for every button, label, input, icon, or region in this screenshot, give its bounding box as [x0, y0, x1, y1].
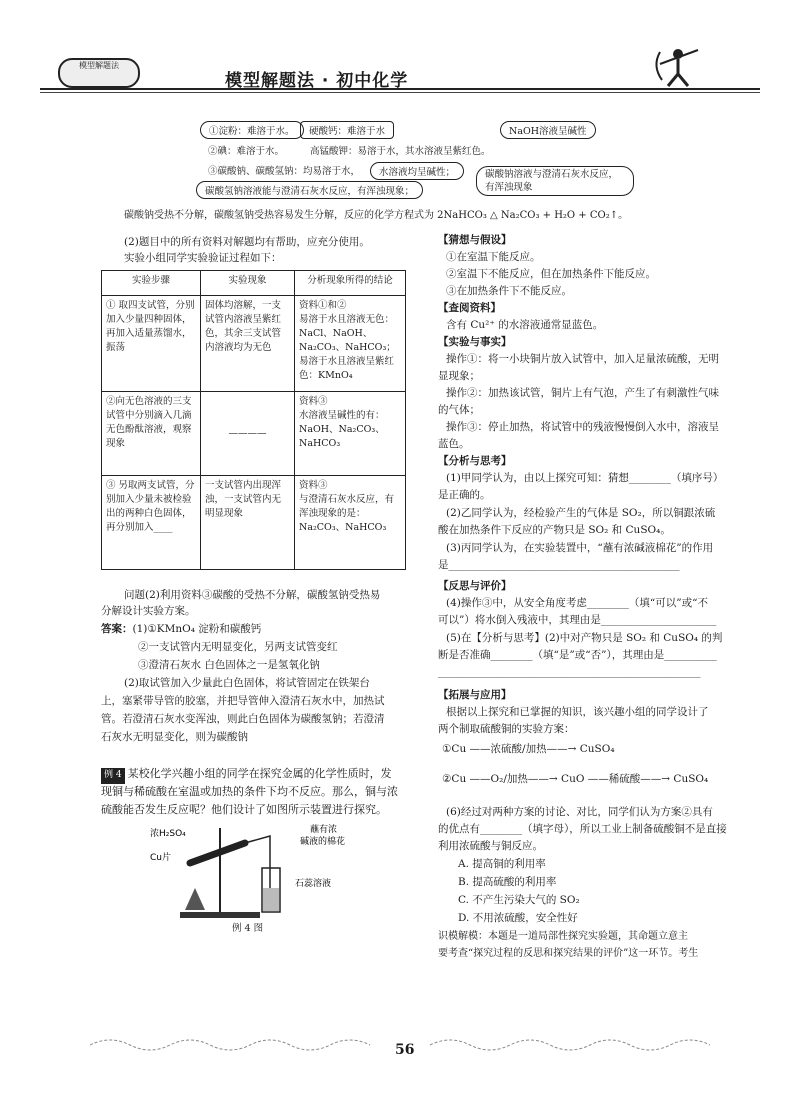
hypothesis-1: ①在室温下能反应。: [446, 251, 541, 263]
question-6-b: 的优点有________（填字母），所以工业上制备硫酸铜不是直接: [438, 823, 727, 835]
extension-2: 两个制取硫酸铜的实验方案：: [438, 723, 575, 735]
table-cell: ②向无色溶液的三支试管中分别滴入几滴无色酚酞溶液，观察现象: [102, 392, 201, 476]
commentary-1: 识模解模：本题是一道局部性探究实验题，其命题立意主: [438, 931, 688, 942]
question-3-a: (3)丙同学认为，在实验装置中，“蘸有浓碱液棉花”的作用: [446, 542, 714, 554]
equation-line: 碳酸钠受热不分解，碳酸氢钠受热容易发生分解，反应的化学方程式为 2NaHCO₃ △ Na₂CO₃ + H₂O + CO₂↑。: [124, 210, 629, 221]
table-header-row: [102, 271, 406, 296]
question-3-b: 是____________________________________________: [438, 559, 680, 571]
label-conc-h2so4: 浓H₂SO₄: [150, 829, 186, 839]
archer-icon: [648, 44, 708, 88]
answer-label: 答案：: [101, 623, 133, 635]
example-tag: 例 4: [101, 768, 125, 784]
table-cell: 固体均溶解，一支试管内溶液呈紫红色，其余三支试管内溶液均为无色: [201, 296, 295, 392]
answer-line-6: 管。若澄清石灰水变浑浊，则此白色固体为碳酸氢钠；若澄清: [101, 713, 385, 725]
note-bubble-carbonates: ③碳酸钠、碳酸氢钠：均易溶于水，: [208, 166, 361, 177]
extension-1: 根据以上探究和已掌握的知识，该兴趣小组的同学设计了: [446, 706, 709, 718]
page-number: 56: [395, 1042, 415, 1058]
table-cell: 一支试管内出现浑浊，一支试管内无明显现象: [201, 476, 295, 570]
answer-line-4: (2)取试管加入少量此白色固体，将试管固定在铁架台: [124, 677, 370, 689]
scheme-2: ②Cu ——O₂/加热——→ CuO ——稀硫酸——→ CuSO₄: [442, 773, 709, 785]
question-2-intro: 实验小组同学实验验证过程如下：: [124, 252, 282, 264]
section-hypothesis: 【猜想与假设】: [438, 234, 512, 246]
note-bubble-naoh: NaOH溶液呈碱性: [500, 121, 596, 139]
question-6-a: (6)经过对两种方案的讨论、对比，同学们认为方案②具有: [446, 806, 713, 818]
label-cotton-2: 碱液的棉花: [300, 837, 346, 847]
section-references: 【查阅资料】: [438, 302, 501, 314]
reference-1: 含有 Cu²⁺ 的水溶液通常显蓝色。: [446, 319, 604, 331]
answer-line-7: 石灰水无明显变化，则为碳酸钠: [101, 731, 248, 743]
note-bubble-kmno4: 高锰酸钾：易溶于水，其水溶液呈紫红色。: [310, 146, 491, 157]
question-1-a: (1)甲同学认为，由以上探究可知：猜想________（填序号）: [446, 472, 724, 484]
commentary-2: 要考查“探究过程的反思和探究结果的评价”这一环节。考生: [438, 948, 699, 959]
example-line-1: 某校化学兴趣小组的同学在探究金属的化学性质时，发: [127, 767, 392, 780]
operation-2-b: 的气体；: [438, 404, 480, 416]
analysis-line-1: 问题(2)利用资料③碳酸的受热不分解，碳酸氢钠受热易: [124, 589, 381, 601]
hypothesis-2: ②室温下不能反应，但在加热条件下能反应。: [446, 268, 656, 280]
test-tube: [190, 843, 245, 863]
question-2-a: (2)乙同学认为，经检验产生的气体是 SO₂，所以铜跟浓硫: [446, 507, 716, 519]
question-5-b: 断是否准确________（填“是”或“否”），其理由是__________: [438, 649, 717, 661]
header-rule-thin: [40, 92, 760, 93]
question-6-c: 利用浓硫酸与铜反应。: [438, 840, 543, 852]
example-line-3: 硫酸能否发生反应呢？他们设计了如图所示装置进行探究。: [101, 803, 387, 816]
note-bubble-na2co3-limewater: 碳酸钠溶液与澄清石灰水反应，有浑浊现象: [476, 166, 634, 196]
label-cu-piece: Cu片: [150, 853, 171, 863]
page-title: 模型解题法 · 初中化学: [225, 71, 409, 91]
header-rule: [40, 88, 760, 90]
section-analysis: 【分析与思考】: [438, 455, 512, 467]
note-bubble-alkaline: 水溶液均呈碱性；: [370, 162, 464, 180]
note-bubble-iodine: ②碘：难溶于水。: [208, 146, 285, 157]
section-experiment: 【实验与事实】: [438, 336, 512, 348]
option-c: C. 不产生污染大气的 SO₂: [458, 894, 580, 906]
figure-caption: 例 4 图: [232, 923, 264, 934]
question-2-b: 酸在加热条件下反应的产物只是 SO₂ 和 CuSO₄。: [438, 524, 671, 536]
litmus-solution: [263, 888, 279, 911]
stand-base: [180, 912, 260, 918]
option-a: A. 提高铜的利用率: [458, 858, 546, 870]
option-b: B. 提高硫酸的利用率: [458, 876, 557, 888]
question-2-note: (2)题目中的所有资料对解题均有帮助，应充分使用。: [124, 236, 370, 248]
table-row: [102, 476, 406, 570]
book-logo: 模型解题法: [58, 58, 140, 88]
table-cell: 资料③ 水溶液呈碱性的有：NaOH、Na₂CO₃、NaHCO₃: [295, 392, 406, 476]
hypothesis-3: ③在加热条件下不能反应。: [446, 285, 572, 297]
table-header: 实验步骤: [102, 271, 201, 296]
question-5-c: __________________________________________________: [438, 666, 701, 678]
section-reflection: 【反思与评价】: [438, 580, 512, 592]
operation-1-a: 操作①：将一小块铜片放入试管中，加入足量浓硫酸，无明: [446, 353, 719, 365]
table-cell: ① 取四支试管，分别加入少量四种固体，再加入适量蒸馏水，振荡: [102, 296, 201, 392]
table-cell: 资料③ 与澄清石灰水反应，有浑浊现象的是：Na₂CO₃、NaHCO₃: [295, 476, 406, 570]
note-bubble-nahco3-limewater: 碳酸氢钠溶液能与澄清石灰水反应，有浑浊现象；: [196, 181, 423, 199]
answer-line-3: ③澄清石灰水 白色固体之一是氢氧化钠: [138, 659, 320, 671]
answer-line-5: 上，塞紧带导管的胶塞，并把导管伸入澄清石灰水中，加热试: [101, 695, 385, 707]
question-1-b: 是正确的。: [438, 489, 491, 501]
operation-1-b: 显现象；: [438, 370, 480, 382]
table-header: 分析现象所得的结论: [295, 271, 406, 296]
scheme-1: ①Cu ——浓硫酸/加热——→ CuSO₄: [442, 743, 615, 755]
label-cotton-1: 蘸有浓: [310, 825, 338, 835]
operation-3-b: 蓝色。: [438, 438, 470, 450]
option-d: D. 不用浓硫酸，安全性好: [458, 912, 578, 924]
experiment-table: [101, 270, 406, 570]
example-line-2: 现铜与稀硫酸在室温或加热的条件下均不反应。那么，铜与浓: [101, 785, 398, 798]
table-header: 实验现象: [201, 271, 295, 296]
table-cell: ————: [201, 392, 295, 476]
table-row: [102, 392, 406, 476]
note-bubble-caco3: 硬酸钙：难溶于水: [300, 121, 394, 139]
table-row: [102, 296, 406, 392]
label-litmus: 石蕊溶液: [295, 879, 332, 889]
question-4-a: (4)操作③中，从安全角度考虑________（填“可以”或“不: [446, 597, 708, 609]
table-cell: 资料①和② 易溶于水且溶液无色：NaCl、NaOH、Na₂CO₃、NaHCO₃；易溶于水且溶液呈紫红色：KMnO₄: [295, 296, 406, 392]
table-cell: ③ 另取两支试管，分别加入少量未被检验出的两种白色固体，再分别加入____: [102, 476, 201, 570]
question-4-b: 可以”）将水倒入残液中，其理由是______________________: [438, 614, 717, 626]
answer-line-2: ②一支试管内无明显变化，另两支试管变红: [138, 641, 338, 653]
operation-3-a: 操作③：停止加热，将试管中的残液慢慢倒入水中，溶液呈: [446, 421, 719, 433]
apparatus-figure: [150, 818, 390, 923]
alcohol-lamp: [185, 888, 205, 910]
analysis-line-2: 分解设计实验方案。: [101, 605, 196, 617]
question-5-a: (5)在【分析与思考】(2)中对产物只是 SO₂ 和 CuSO₄ 的判: [446, 632, 723, 644]
section-extension: 【拓展与应用】: [438, 689, 512, 701]
operation-2-a: 操作②：加热该试管，铜片上有气泡，产生了有刺激性气味: [446, 387, 719, 399]
answer-line-1: (1)①KMnO₄ 淀粉和碳酸钙: [132, 623, 262, 635]
note-bubble-starch: ①淀粉：难溶于水。: [200, 121, 304, 139]
